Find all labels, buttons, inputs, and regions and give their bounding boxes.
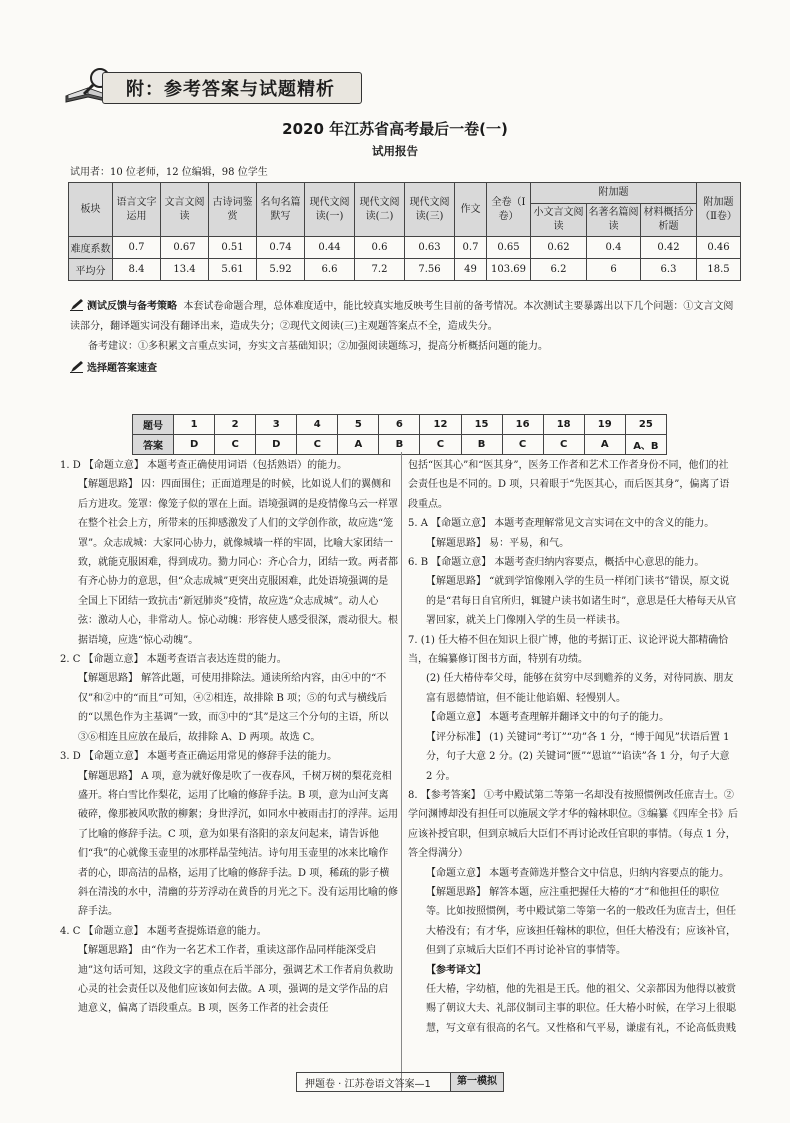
stats-cell: 0.44	[305, 237, 355, 259]
stats-subheader-cell: 材料概括分析题	[641, 204, 697, 237]
question-number: 3	[256, 415, 297, 435]
explanation-paragraph: 【解题思路】 A 项，意为就好像是吹了一夜春风，千树万树的梨花竞相盛开。将白雪比作梨花，运用了比喻的修辞手法。B 项，意为山河支离破碎，像那被风吹散的柳絮；身世浮沉，如同水中被雨击打的浮萍。运用了比喻的修辞手法。C 项，意为如果有洛阳的亲友问起来，请告诉他们“我”的心就像玉壶里的冰那样晶莹纯洁。诗句用玉壶里的冰来比喻作者的心，即高洁的品格，运用了比喻的修辞手法。D 项，稀疏的影子横斜在清浅的水中，清幽的芬芳浮动在黄昏的月光之下。没有运用比喻的修辞手法。	[78, 770, 398, 918]
pencil-icon	[70, 361, 84, 373]
question-number: 6	[379, 415, 420, 435]
answers-value-row	[133, 435, 667, 455]
answers-heading: 选择题答案速查	[87, 363, 157, 374]
explanation-paragraph: 1. D 【命题立意】 本题考查正确使用词语（包括熟语）的能力。	[60, 460, 348, 471]
stats-header-cell: 现代文阅读(二)	[355, 183, 405, 237]
answer-value: A、B	[625, 435, 666, 455]
answer-value: A	[338, 435, 379, 455]
answer-quick-check-heading-row	[70, 359, 742, 379]
stats-header-cell: 全卷（Ⅰ卷）	[487, 183, 531, 237]
explanation-paragraph: 【评分标准】 (1) 关键词“考订”“功”各 1 分，“博于闻见”状语后置 1 分，句子大意 2 分。(2) 关键词“匮”“恩谊”“谄读”各 1 分，句子大意 2 分。	[426, 731, 730, 782]
stats-cell: 0.65	[487, 237, 531, 259]
stats-header-cell: 文言文阅读	[161, 183, 209, 237]
stats-header-cell: 名句名篇默写	[257, 183, 305, 237]
explanation-paragraph: 8. 【参考答案】 ①考中殿试第二等第一名却没有按照惯例改任庶吉士。②学问渊博却没有担任可以施展文学才华的翰林职位。③编纂《四库全书》后应该补授官职，但到京城后大臣们不再讨论改任官职的事情。（每点 1 分，答全得满分）	[408, 789, 738, 860]
stats-cell: 18.5	[697, 259, 741, 281]
pencil-icon	[70, 299, 84, 311]
stats-header-cell: 附加题	[531, 183, 697, 204]
stats-header-cell: 附加题（Ⅱ卷）	[697, 183, 741, 237]
answer-quick-check-table	[132, 414, 667, 455]
stats-cell: 49	[455, 259, 487, 281]
answers-row-label: 题号	[133, 415, 174, 435]
stats-subheader-cell: 小文言文阅读	[531, 204, 587, 237]
explanation-paragraph: 【解题思路】 易：平易，和气。	[426, 537, 570, 549]
stats-cell: 0.74	[257, 237, 305, 259]
explanation-paragraph: (2) 任大椿侍奉父母，能够在贫穷中尽到赡养的义务，对待同族、朋友富有恩德情谊，但不能让他谄媚、轻慢别人。	[426, 673, 734, 704]
explanation-paragraph: 2. C 【命题立意】 本题考查语言表达连贯的能力。	[60, 654, 287, 666]
stats-cell: 5.61	[209, 259, 257, 281]
stats-cell: 103.69	[487, 259, 531, 281]
answer-explanations-left-column	[60, 456, 398, 1019]
explanation-paragraph: 任大椿，字幼植，他的先祖是王氏。他的祖父、父亲都因为他得以被赏赐了朝议大夫、礼部仪制司主事的职位。任大椿小时候，在学习上很聪慧，写文章有很高的名气。又性格和气平易，谦虚有礼，不论高低贵贱	[426, 983, 736, 1034]
trial-users-line: 试用者：10 位老师，12 位编辑，98 位学生	[70, 167, 268, 178]
section-banner	[62, 66, 362, 106]
stats-header-cell: 板块	[69, 183, 113, 237]
explanation-paragraph: 【解题思路】 由“作为一名艺术工作者，重读这部作品同样能深受启迪”这句话可知，这段文字的重点在后半部分，强调艺术工作者肩负救助心灵的社会责任以及他们应该如何去做。A 项，强调的是文学作品的启迪意义，偏离了语段重点。B 项，医务工作者的社会责任	[78, 945, 394, 1015]
question-number: 16	[502, 415, 543, 435]
explanation-paragraph: 【参考译文】	[426, 964, 486, 976]
question-number: 18	[543, 415, 584, 435]
explanation-paragraph: 5. A 【命题立意】 本题考查理解常见文言实词在文中的含义的能力。	[408, 518, 715, 530]
feedback-heading: 测试反馈与备考策略	[87, 301, 177, 312]
answer-explanations-right-column	[408, 456, 738, 1038]
stats-cell: 0.4	[587, 237, 641, 259]
page-subtitle: 试用报告	[372, 144, 418, 158]
stats-cell: 0.7	[113, 237, 161, 259]
footer-source: 押题卷 · 江苏卷语文答案—1	[305, 1079, 431, 1090]
stats-cell: 5.92	[257, 259, 305, 281]
stats-cell: 6.6	[305, 259, 355, 281]
stats-row-difficulty	[69, 237, 741, 259]
statistics-table	[68, 182, 741, 281]
stats-cell: 0.6	[355, 237, 405, 259]
stats-header-cell: 现代文阅读(一)	[305, 183, 355, 237]
stats-row-label: 难度系数	[69, 237, 113, 259]
stats-cell: 0.42	[641, 237, 697, 259]
feedback-text: 本套试卷命题合理，总体难度适中，能比较真实地反映考生目前的备考情况。本次测试主要暴露出以下几个问题：①文言文阅读部分，翻译题实词没有翻译出来，造成失分；②现代文阅读(三)主观题答案点不全，造成失分。	[70, 301, 734, 332]
explanation-paragraph: 【解题思路】 “就到学馆像刚入学的生员一样闭门读书”错误，原文说的是“君每日自官所归，辄键户读书如诸生时”，意思是任大椿每天从官署回家，就关上门像刚入学的生员一样读书。	[426, 576, 737, 627]
question-number: 25	[625, 415, 666, 435]
page-footer	[296, 1072, 504, 1092]
stats-header-cell: 古诗词鉴赏	[209, 183, 257, 237]
question-number: 19	[584, 415, 625, 435]
feedback-section	[70, 297, 742, 379]
answer-value: C	[215, 435, 256, 455]
stats-cell: 6	[587, 259, 641, 281]
answer-value: C	[543, 435, 584, 455]
question-number: 1	[174, 415, 215, 435]
column-divider	[401, 452, 402, 1092]
explanation-paragraph: 3. D 【命题立意】 本题考查正确运用常见的修辞手法的能力。	[60, 751, 338, 763]
stats-row-average	[69, 259, 741, 281]
explanation-paragraph: 【解题思路】 囚：四面围住；正面道理是的时候，比如说人们的翼侧和后方进攻。笼罩：像笼子似的罩在上面。语境强调的是疫情像乌云一样罩在整个社会上方，所带来的压抑感激发了人们的文学创作欲，故应选“笼罩”。众志成城：大家同心协力，就像城墙一样的牢固，比喻大家团结一致，就能克服困难，得到成功。勠力同心：齐心合力，团结一致。两者都有齐心协力的意思，但“众志成城”更突出克服困难，此处语境强调的是全国上下团结一致抗击“新冠肺炎”疫情，故应选“众志成城”。动人心弦：激动人心，非常动人。惊心动魄：形容使人感受很深，震动很大。根据语境，应选“惊心动魄”。	[78, 479, 398, 646]
stats-cell: 13.4	[161, 259, 209, 281]
stats-subheader-cell: 名著名篇阅读	[587, 204, 641, 237]
stats-header-row	[69, 183, 741, 204]
explanation-paragraph: 【命题立意】 本题考查筛选并整合文中信息，归纳内容要点的能力。	[426, 867, 730, 879]
answer-value: B	[461, 435, 502, 455]
stats-header-cell: 语言文字运用	[113, 183, 161, 237]
answer-value: D	[174, 435, 215, 455]
answer-value: A	[584, 435, 625, 455]
answer-value: C	[502, 435, 543, 455]
explanation-paragraph: 4. C 【命题立意】 本题考查提炼语意的能力。	[60, 925, 267, 937]
answers-row-label: 答案	[133, 435, 174, 455]
question-number: 12	[420, 415, 461, 435]
footer-tag: 第一模拟	[450, 1073, 503, 1091]
answers-number-row	[133, 415, 667, 435]
explanation-paragraph: 【解题思路】 解答此题，可使用排除法。通读所给内容，由④中的“不仅”和②中的“而且”可知，④②相连，故排除 B 项；⑤的句式与横线后的“以黑色作为主基调”一致，而③中的“其”是这三个分句的主语，所以③⑥相连且应放在最后，故排除 A、D 两项。故选 C。	[78, 673, 389, 743]
stats-header-cell: 作文	[455, 183, 487, 237]
stats-cell: 8.4	[113, 259, 161, 281]
answer-value: C	[297, 435, 338, 455]
explanation-paragraph: 【命题立意】 本题考查理解并翻译文中的句子的能力。	[426, 712, 670, 724]
stats-cell: 0.51	[209, 237, 257, 259]
feedback-paragraph	[70, 297, 742, 337]
page-title: 2020 年江苏省高考最后一卷(一)	[282, 120, 508, 138]
banner-title: 附：参考答案与试题精析	[126, 79, 335, 100]
stats-cell: 7.56	[405, 259, 455, 281]
stats-cell: 0.62	[531, 237, 587, 259]
explanation-paragraph: 7. (1) 任大椿不但在知识上很广博，他的考据订正、议论评说大都精确恰当，在编纂修订图书方面，特别有功绩。	[408, 634, 729, 666]
question-number: 2	[215, 415, 256, 435]
stats-cell: 6.3	[641, 259, 697, 281]
question-number: 5	[338, 415, 379, 435]
question-number: 15	[461, 415, 502, 435]
question-number: 4	[297, 415, 338, 435]
stats-cell: 0.46	[697, 237, 741, 259]
stats-row-label: 平均分	[69, 259, 113, 281]
stats-cell: 0.67	[161, 237, 209, 259]
answer-value: D	[256, 435, 297, 455]
stats-cell: 0.63	[405, 237, 455, 259]
stats-cell: 0.7	[455, 237, 487, 259]
stats-header-cell: 现代文阅读(三)	[405, 183, 455, 237]
answer-value: B	[379, 435, 420, 455]
explanation-paragraph: 包括“医其心”和“医其身”，医务工作者和艺术工作者身份不同，他们的社会责任也是不同的。D 项，只着眼于“先医其心，而后医其身”，偏离了语段重点。	[408, 460, 730, 510]
stats-cell: 7.2	[355, 259, 405, 281]
feedback-advice: 备考建议：①多积累文言重点实词，夯实文言基础知识；②加强阅读题练习，提高分析概括问题的能力。	[88, 341, 548, 352]
explanation-paragraph: 【解题思路】 解答本题，应注重把握任大椿的“才”和他担任的职位等。比如按照惯例，考中殿试第二等第一名的一般改任为庶吉士，但任大椿没有；有才华，应该担任翰林的职位，但任大椿没有；应该补官，但到了京城后大臣们不再讨论补官的事情等。	[426, 886, 736, 957]
stats-cell: 6.2	[531, 259, 587, 281]
explanation-paragraph: 6. B 【命题立意】 本题考查归纳内容要点，概括中心意思的能力。	[408, 557, 705, 569]
answer-value: C	[420, 435, 461, 455]
